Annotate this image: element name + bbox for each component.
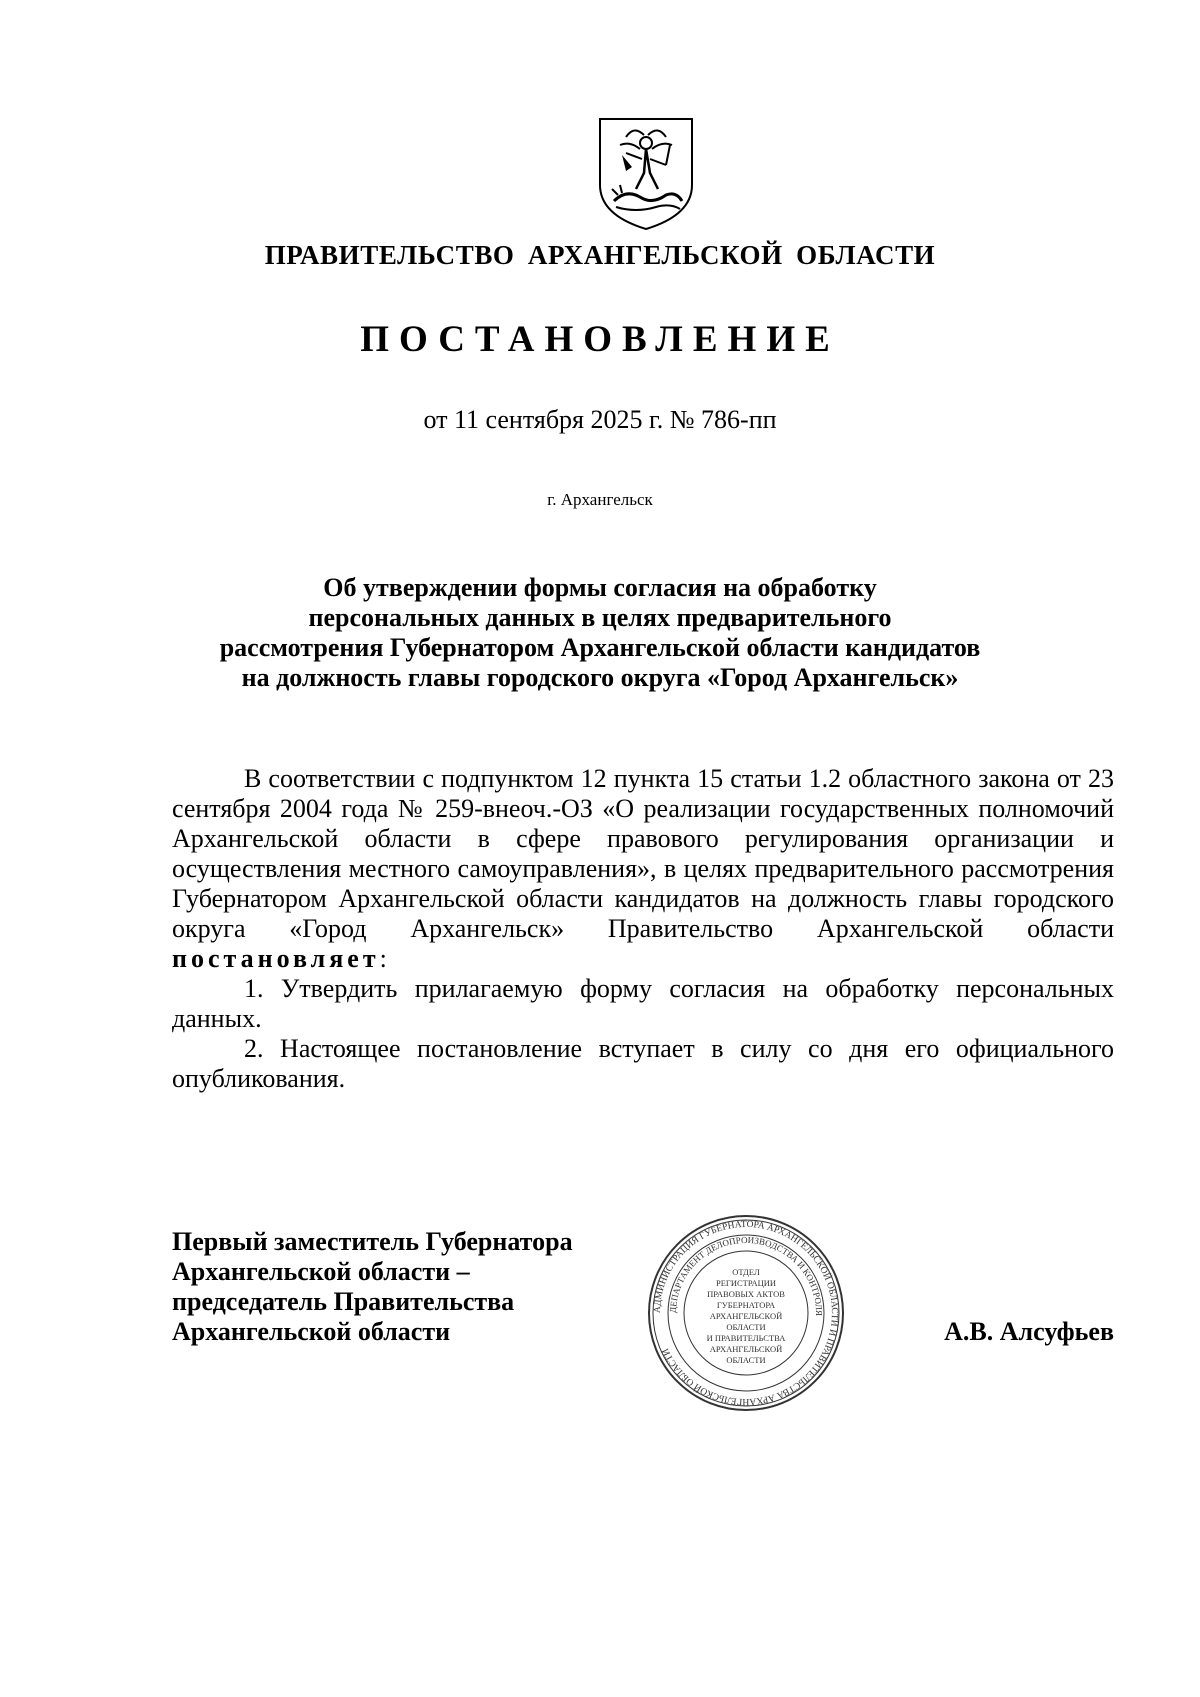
decree-colon: : — [379, 944, 387, 973]
seal-department-text: ДЕПАРТАМЕНТ ДЕЛОПРОИЗВОДСТВА И КОНТРОЛЯ — [667, 1234, 825, 1317]
signer-position-line: Архангельской области – — [172, 1257, 470, 1286]
coat-of-arms-icon — [596, 115, 696, 233]
decree-word: постановляет — [172, 944, 380, 973]
svg-text:РЕГИСТРАЦИИ: РЕГИСТРАЦИИ — [715, 1278, 777, 1288]
document-type: ПОСТАНОВЛЕНИЕ — [360, 319, 840, 360]
signer-position-line: Архангельской области — [172, 1317, 451, 1346]
signer-position — [172, 1227, 692, 1347]
organization-name: ПРАВИТЕЛЬСТВО АРХАНГЕЛЬСКОЙ ОБЛАСТИ — [264, 240, 936, 270]
svg-text:ОТДЕЛ: ОТДЕЛ — [732, 1267, 760, 1277]
item-1-paragraph: 1. Утвердить прилагаемую форму согласия на обработку персональных данных. — [172, 974, 1114, 1033]
svg-text:И ПРАВИТЕЛЬСТВА: И ПРАВИТЕЛЬСТВА — [706, 1333, 786, 1343]
preamble-paragraph — [172, 764, 1114, 974]
title-line: на должность главы городского округа «Город Архангельск» — [241, 663, 959, 692]
svg-text:АРХАНГЕЛЬСКОЙ: АРХАНГЕЛЬСКОЙ — [709, 1311, 783, 1321]
svg-text:АРХАНГЕЛЬСКОЙ: АРХАНГЕЛЬСКОЙ — [709, 1344, 783, 1354]
signer-position-line: Первый заместитель Губернатора — [172, 1227, 573, 1256]
svg-text:ГУБЕРНАТОРА: ГУБЕРНАТОРА — [716, 1300, 776, 1310]
seal-outer-text: АДМИНИСТРАЦИЯ ГУБЕРНАТОРА АРХАНГЕЛЬСКОЙ ОБЛАСТИ И ПРАВИТЕЛЬСТВА АРХАНГЕЛЬСКОЙ ОБЛАСТИ — [652, 1219, 840, 1407]
title-line: персональных данных в целях предварительного — [308, 603, 892, 632]
signer-name: А.В. Алсуфьев — [944, 1317, 1114, 1346]
document-date-number: от 11 сентября 2025 г. № 786-пп — [423, 405, 777, 434]
document-city: г. Архангельск — [547, 490, 653, 509]
official-seal-icon — [646, 1213, 846, 1413]
preamble-text: В соответствии с подпунктом 12 пункта 15 статьи 1.2 областного закона от 23 сентября 2004 года № 259-внеоч.-ОЗ «О реализации государственных полномочий Архангельской области в сфере правового регулирования организации и осуществления местного самоуправления», в целях предварительного рассмотрения Губернатором Архангельской области кандидатов на должность главы городского округа «Город Архангельск» Правительство Архангельской области — [172, 764, 1114, 943]
item-2-paragraph: 2. Настоящее постановление вступает в силу со дня его официального опубликования. — [172, 1034, 1114, 1093]
title-line: рассмотрения Губернатором Архангельской области кандидатов — [219, 633, 981, 662]
svg-text:ОБЛАСТИ: ОБЛАСТИ — [726, 1355, 766, 1365]
signer-position-line: председатель Правительства — [172, 1287, 515, 1316]
svg-text:ОБЛАСТИ: ОБЛАСТИ — [726, 1322, 766, 1332]
svg-text:ПРАВОВЫХ АКТОВ: ПРАВОВЫХ АКТОВ — [707, 1289, 785, 1299]
title-line: Об утверждении формы согласия на обработку — [323, 573, 877, 602]
seal-inner-text — [707, 1267, 787, 1365]
document-body — [172, 764, 1114, 1094]
document-title — [150, 573, 1050, 693]
